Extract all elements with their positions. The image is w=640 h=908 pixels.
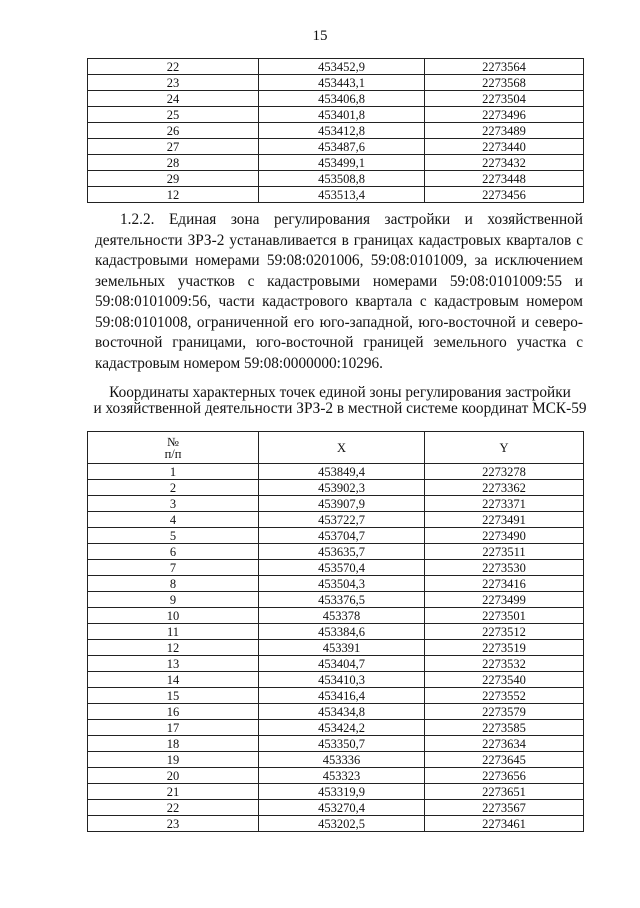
table-row — [88, 123, 584, 139]
cell-y: 2273651 — [425, 784, 584, 800]
header-number-sign: № — [167, 434, 179, 449]
cell-number: 6 — [88, 544, 259, 560]
table-row — [88, 464, 584, 480]
cell-x: 453704,7 — [259, 528, 425, 544]
table-row — [88, 768, 584, 784]
table-row — [88, 576, 584, 592]
cell-y: 2273371 — [425, 496, 584, 512]
cell-number: 15 — [88, 688, 259, 704]
cell-x: 453722,7 — [259, 512, 425, 528]
header-y: Y — [425, 432, 584, 464]
coordinates-table — [87, 431, 584, 832]
cell-x: 453635,7 — [259, 544, 425, 560]
cell-number: 12 — [88, 640, 259, 656]
cell-number: 22 — [88, 59, 259, 75]
table-row — [88, 155, 584, 171]
cell-y: 2273579 — [425, 704, 584, 720]
table-row — [88, 528, 584, 544]
cell-x: 453570,4 — [259, 560, 425, 576]
cell-y: 2273432 — [425, 155, 584, 171]
cell-y: 2273490 — [425, 528, 584, 544]
cell-x: 453401,8 — [259, 107, 425, 123]
cell-number: 7 — [88, 560, 259, 576]
cell-number: 11 — [88, 624, 259, 640]
cell-x: 453849,4 — [259, 464, 425, 480]
cell-y: 2273499 — [425, 592, 584, 608]
cell-x: 453410,3 — [259, 672, 425, 688]
cell-number: 22 — [88, 800, 259, 816]
cell-x: 453907,9 — [259, 496, 425, 512]
cell-x: 453384,6 — [259, 624, 425, 640]
cell-number: 29 — [88, 171, 259, 187]
cell-y: 2273362 — [425, 480, 584, 496]
page-number: 15 — [312, 28, 328, 44]
cell-y: 2273440 — [425, 139, 584, 155]
table-row — [88, 171, 584, 187]
table-row — [88, 608, 584, 624]
caption-line-1: Координаты характерных точек единой зоны регулирования застройки — [109, 384, 571, 401]
table-header-row — [88, 432, 584, 464]
table-row — [88, 139, 584, 155]
cell-y: 2273530 — [425, 560, 584, 576]
cell-x: 453902,3 — [259, 480, 425, 496]
table-row — [88, 91, 584, 107]
cell-x: 453270,4 — [259, 800, 425, 816]
cell-number: 25 — [88, 107, 259, 123]
cell-y: 2273504 — [425, 91, 584, 107]
cell-y: 2273532 — [425, 656, 584, 672]
table-row — [88, 720, 584, 736]
table-row — [88, 688, 584, 704]
table-row — [88, 816, 584, 832]
coordinates-table-continued — [87, 58, 584, 203]
cell-x: 453513,4 — [259, 187, 425, 203]
cell-x: 453434,8 — [259, 704, 425, 720]
cell-x: 453202,5 — [259, 816, 425, 832]
cell-x: 453452,9 — [259, 59, 425, 75]
cell-x: 453412,8 — [259, 123, 425, 139]
table-row — [88, 736, 584, 752]
cell-y: 2273519 — [425, 640, 584, 656]
section-paragraph — [95, 210, 583, 374]
table-row — [88, 107, 584, 123]
cell-x: 453350,7 — [259, 736, 425, 752]
cell-y: 2273552 — [425, 688, 584, 704]
cell-x: 453323 — [259, 768, 425, 784]
cell-number: 19 — [88, 752, 259, 768]
table-row — [88, 560, 584, 576]
cell-x: 453499,1 — [259, 155, 425, 171]
cell-number: 23 — [88, 816, 259, 832]
cell-y: 2273634 — [425, 736, 584, 752]
cell-number: 26 — [88, 123, 259, 139]
cell-y: 2273489 — [425, 123, 584, 139]
table-row — [88, 480, 584, 496]
cell-y: 2273564 — [425, 59, 584, 75]
cell-x: 453424,2 — [259, 720, 425, 736]
cell-x: 453319,9 — [259, 784, 425, 800]
cell-y: 2273540 — [425, 672, 584, 688]
cell-y: 2273656 — [425, 768, 584, 784]
table-row — [88, 672, 584, 688]
table-row — [88, 800, 584, 816]
cell-y: 2273645 — [425, 752, 584, 768]
table-row — [88, 496, 584, 512]
cell-x: 453487,6 — [259, 139, 425, 155]
cell-y: 2273491 — [425, 512, 584, 528]
cell-x: 453404,7 — [259, 656, 425, 672]
paragraph-text: 1.2.2. Единая зона регулирования застройки и хозяйственной деятельности ЗРЗ-2 устанавливается в границах кадастровых кварталов с кадастровыми номерами 59:08:0201006, 59:08:0101009, за исключением земельных участков с кадастровыми номерами 59:08:0101009:55 и 59:08:0101009:56, части кадастрового квартала с кадастровым номером 59:08:0101008, ограниченной его юго-западной, юго-восточной и северо-восточной границами, юго-восточной границей земельного участка с кадастровым номером 59:08:0000000:10296. — [95, 211, 583, 372]
table-row — [88, 640, 584, 656]
cell-number: 18 — [88, 736, 259, 752]
cell-number: 21 — [88, 784, 259, 800]
table-row — [88, 624, 584, 640]
cell-number: 20 — [88, 768, 259, 784]
table-row — [88, 784, 584, 800]
cell-y: 2273496 — [425, 107, 584, 123]
cell-number: 1 — [88, 464, 259, 480]
cell-x: 453406,8 — [259, 91, 425, 107]
cell-x: 453376,5 — [259, 592, 425, 608]
cell-number: 13 — [88, 656, 259, 672]
cell-number: 12 — [88, 187, 259, 203]
cell-number: 4 — [88, 512, 259, 528]
table-row — [88, 752, 584, 768]
header-number — [88, 432, 259, 464]
cell-number: 14 — [88, 672, 259, 688]
cell-x: 453378 — [259, 608, 425, 624]
table-row — [88, 59, 584, 75]
cell-y: 2273585 — [425, 720, 584, 736]
cell-y: 2273567 — [425, 800, 584, 816]
cell-x: 453336 — [259, 752, 425, 768]
cell-y: 2273512 — [425, 624, 584, 640]
cell-x: 453416,4 — [259, 688, 425, 704]
table-caption — [60, 385, 620, 417]
cell-number: 9 — [88, 592, 259, 608]
cell-x: 453391 — [259, 640, 425, 656]
cell-number: 3 — [88, 496, 259, 512]
table-row — [88, 512, 584, 528]
cell-x: 453443,1 — [259, 75, 425, 91]
cell-y: 2273501 — [425, 608, 584, 624]
table-row — [88, 544, 584, 560]
cell-number: 5 — [88, 528, 259, 544]
table-row — [88, 592, 584, 608]
cell-number: 17 — [88, 720, 259, 736]
cell-y: 2273416 — [425, 576, 584, 592]
table-row — [88, 187, 584, 203]
cell-number: 8 — [88, 576, 259, 592]
cell-x: 453508,8 — [259, 171, 425, 187]
cell-number: 16 — [88, 704, 259, 720]
cell-y: 2273511 — [425, 544, 584, 560]
header-number-abbr: п/п — [164, 446, 182, 461]
cell-number: 2 — [88, 480, 259, 496]
table-row — [88, 75, 584, 91]
cell-number: 23 — [88, 75, 259, 91]
cell-y: 2273461 — [425, 816, 584, 832]
caption-line-2: и хозяйственной деятельности ЗРЗ-2 в местной системе координат МСК-59 — [93, 400, 587, 417]
cell-y: 2273448 — [425, 171, 584, 187]
cell-number: 24 — [88, 91, 259, 107]
cell-x: 453504,3 — [259, 576, 425, 592]
table-row — [88, 704, 584, 720]
cell-number: 28 — [88, 155, 259, 171]
header-x: X — [259, 432, 425, 464]
table-row — [88, 656, 584, 672]
cell-number: 27 — [88, 139, 259, 155]
cell-number: 10 — [88, 608, 259, 624]
cell-y: 2273278 — [425, 464, 584, 480]
cell-y: 2273456 — [425, 187, 584, 203]
cell-y: 2273568 — [425, 75, 584, 91]
